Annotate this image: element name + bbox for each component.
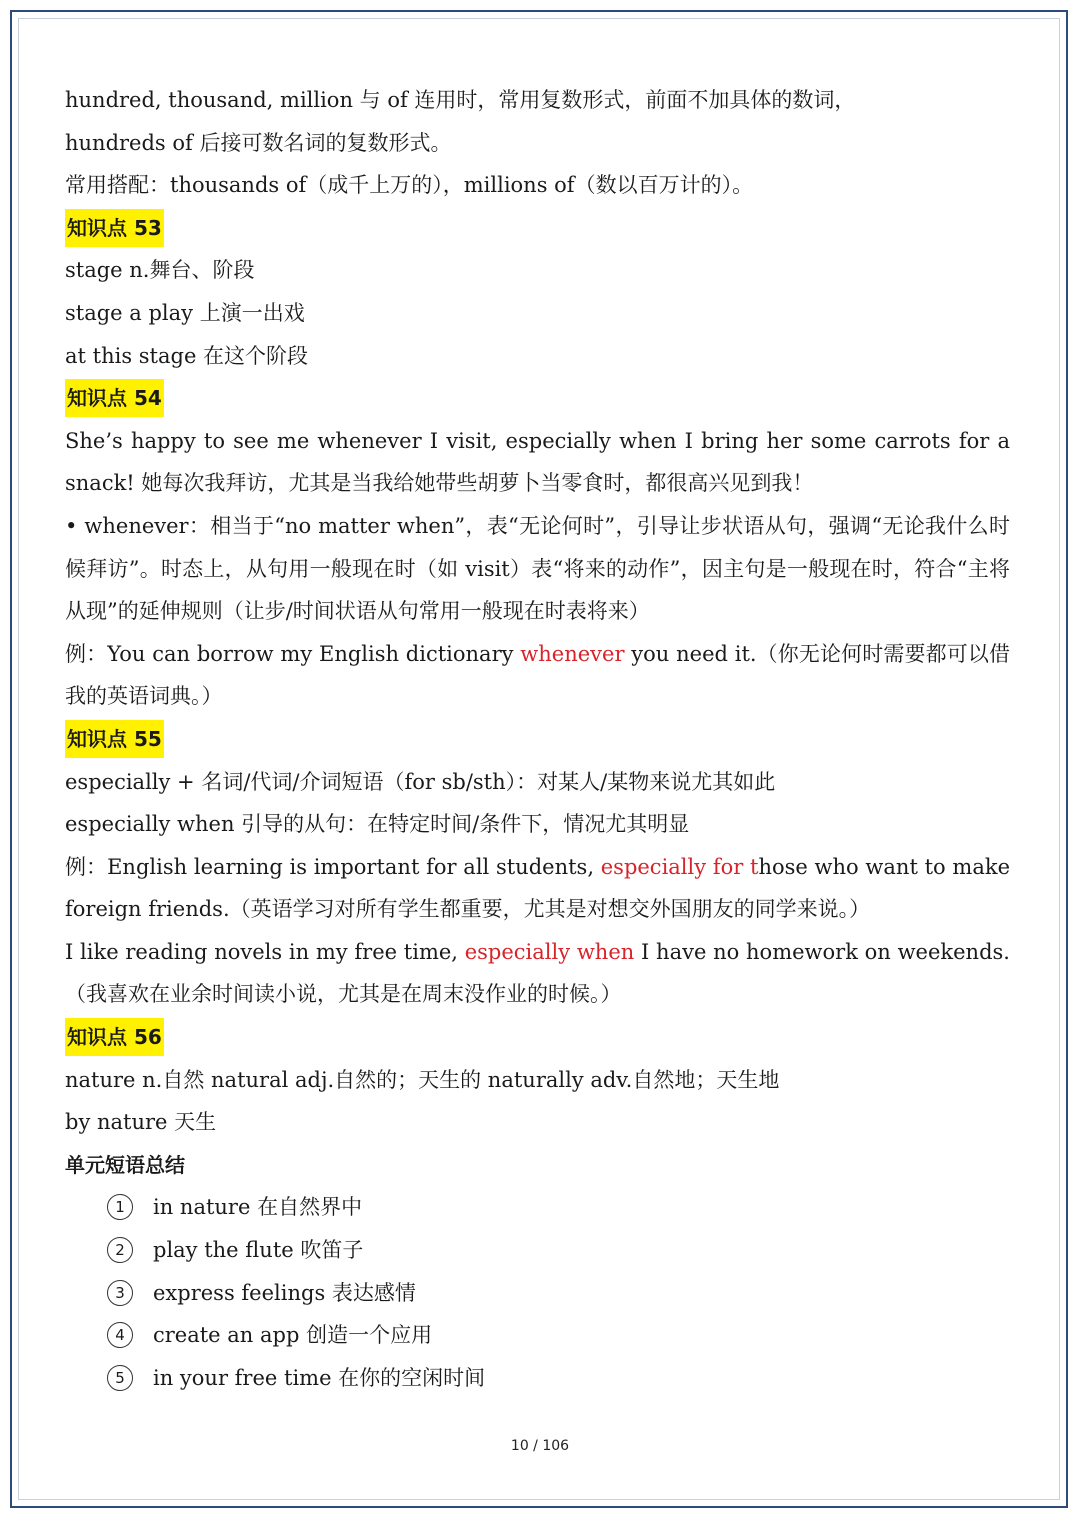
summary-list-item (65, 1229, 1010, 1272)
intro-line-3: 常用搭配：thousands of（成千上万的），millions of（数以百万计的）。 (65, 173, 754, 198)
example-suffix: you need it.（你无论何时需要都可以借我的英语词典。） (65, 641, 1010, 709)
section-54 (65, 377, 1010, 420)
summary-item-text: play the flute 吹笛子 (153, 1238, 364, 1263)
section-heading-55: 知识点 55 (65, 720, 164, 758)
section-54-example (65, 633, 1010, 718)
summary-item-text: in nature 在自然界中 (153, 1195, 363, 1220)
section-53 (65, 207, 1010, 250)
summary-list-item (65, 1272, 1010, 1315)
example-highlight: especially when (464, 939, 635, 964)
section-56 (65, 1016, 1010, 1059)
summary-item-text: create an app 创造一个应用 (153, 1323, 433, 1348)
summary-item-text: express feelings 表达感情 (153, 1280, 416, 1305)
circled-number-icon: 5 (107, 1365, 133, 1391)
section-heading-56: 知识点 56 (65, 1018, 164, 1056)
section-55-line-1: especially + 名词/代词/介词短语（for sb/sth）：对某人/某物来说尤其如此 (65, 769, 776, 794)
example-prefix: I like reading novels in my free time, (65, 939, 465, 964)
section-heading-54: 知识点 54 (65, 379, 164, 417)
section-55-example-2 (65, 931, 1010, 1016)
circled-number-icon: 4 (107, 1322, 133, 1348)
intro-line-2: hundreds of 后接可数名词的复数形式。 (65, 130, 452, 155)
intro-line-1: hundred, thousand, million 与 of 连用时，常用复数形式，前面不加具体的数词， (65, 88, 856, 112)
section-heading-53: 知识点 53 (65, 209, 164, 247)
example-highlight: especially for t (600, 854, 759, 879)
summary-item-text: in your free time 在你的空闲时间 (153, 1365, 486, 1390)
summary-list-item (65, 1357, 1010, 1400)
section-56-line-1: nature n.自然 natural adj.自然的；天生的 naturally adv.自然地；天生地 (65, 1067, 780, 1092)
section-53-line-2: stage a play 上演一出戏 (65, 300, 305, 325)
circled-number-icon: 1 (107, 1194, 133, 1220)
section-54-paragraph-1: She’s happy to see me whenever I visit, especially when I bring her some carrots for a snack! 她每次我拜访，尤其是当我给她带些胡萝卜当零食时，都很高兴见到我！ (65, 428, 1010, 496)
page-number: 10 / 106 (510, 1438, 570, 1454)
circled-number-icon: 3 (107, 1280, 133, 1306)
example-highlight: whenever (520, 641, 625, 666)
example-prefix: 例：You can borrow my English dictionary (65, 641, 521, 666)
circled-number-icon: 2 (107, 1237, 133, 1263)
section-55 (65, 718, 1010, 761)
document-body (65, 79, 1010, 1399)
example-suffix: I have no homework on weekends.（我喜欢在业余时间读小说，尤其是在周末没作业的时候。） (65, 939, 1010, 1007)
section-53-line-1: stage n.舞台、阶段 (65, 258, 255, 283)
section-55-line-2: especially when 引导的从句：在特定时间/条件下，情况尤其明显 (65, 812, 690, 837)
summary-list-item (65, 1314, 1010, 1357)
section-54-paragraph-2: • whenever：相当于“no matter when”，表“无论何时”，引导让步状语从句，强调“无论我什么时候拜访”。时态上，从句用一般现在时（如 visit）表“将来的动作”，因主句是一般现在时，符合“主将从现”的延伸规则（让步/时间状语从句常用一般现在时表将来） (65, 513, 1010, 624)
summary-list-item (65, 1186, 1010, 1229)
example-prefix: 例：English learning is important for all students, (65, 854, 601, 879)
section-53-line-3: at this stage 在这个阶段 (65, 343, 309, 368)
section-56-line-2: by nature 天生 (65, 1110, 217, 1135)
summary-heading (65, 1144, 1010, 1187)
example-suffix: hose who want to make foreign friends.（英语学习对所有学生都重要，尤其是对想交外国朋友的同学来说。） (65, 854, 1010, 922)
summary-title: 单元短语总结 (65, 1152, 185, 1177)
section-55-example-1 (65, 846, 1010, 931)
